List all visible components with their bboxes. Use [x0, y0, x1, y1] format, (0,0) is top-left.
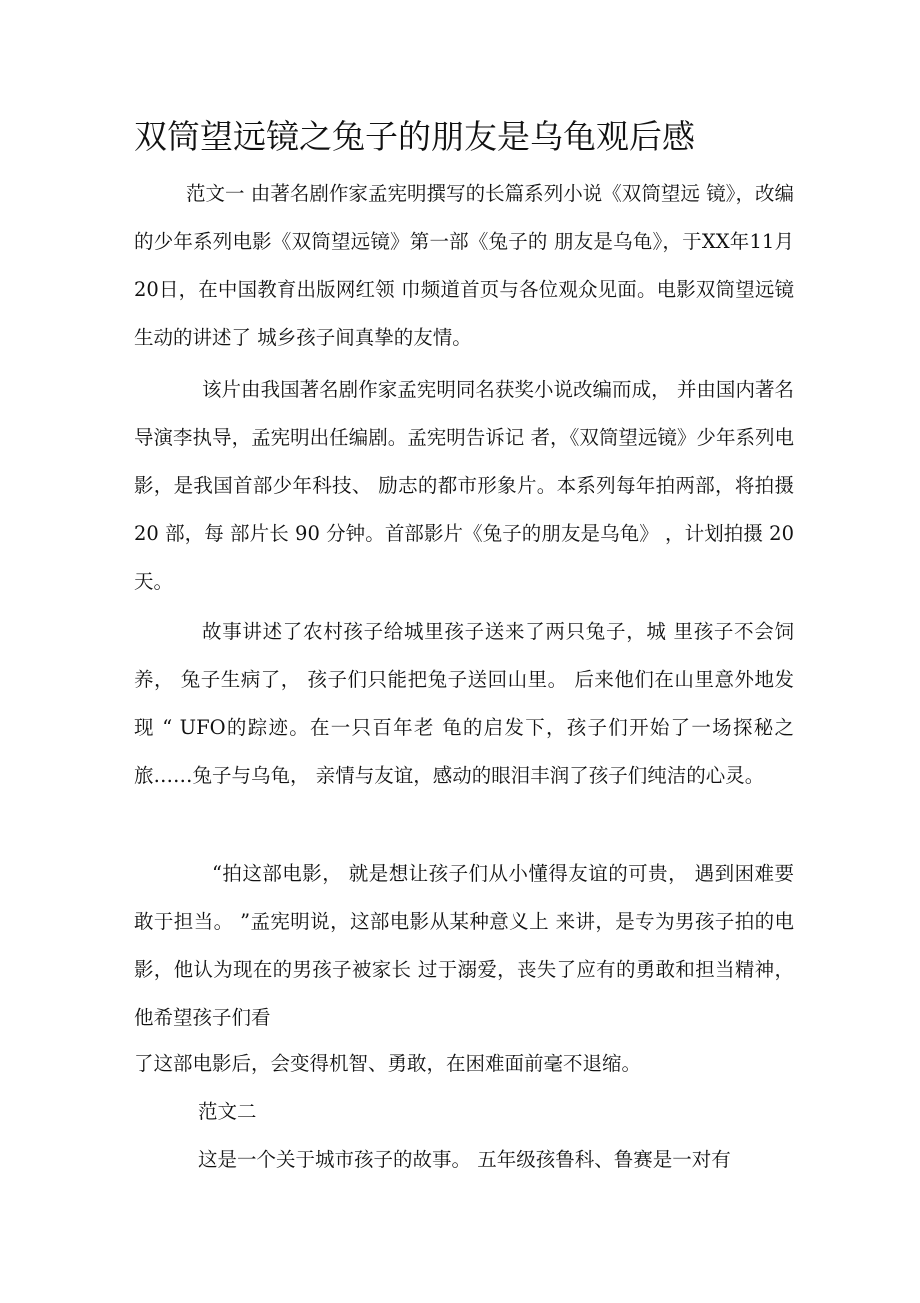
paragraph-4: “拍这部电影， 就是想让孩子们从小懂得友谊的可贵， 遇到困难要敢于担当。 ”孟宪明说，这部电影从某种意义上 来讲，是专为男孩子拍的电影，他认为现在的男孩子被家长 过于溺爱，丧失了应有的勇敢和担当精神，他希望孩子们看 — [134, 862, 794, 1029]
document-title: 双筒望远镜之兔子的朋友是乌龟观后感 — [134, 117, 695, 156]
paragraph-1: 范文一 由著名剧作家孟宪明撰写的长篇系列小说《双筒望远 镜》，改编的少年系列电影《双筒望远镜》第一部《兔子的 朋友是乌龟》，于XX年11月20日，在中国教育出版网红领 巾频道首页与各位观众见面。电影双筒望远镜生动的讲述了 城乡孩子间真挚的友情。 — [134, 182, 794, 349]
paragraph-3: 故事讲述了农村孩子给城里孩子送来了两只兔子，城 里孩子不会饲养， 兔子生病了， 孩子们只能把兔子送回山里。 后来他们在山里意外地发现 “ UFO的踪迹。在一只百年老 龟的启发下，孩子们开始了一场探秘之旅……兔子与乌龟， 亲情与友谊，感动的眼泪丰润了孩子们纯洁的心灵。 — [134, 620, 794, 787]
paragraph-5: 了这部电影后，会变得机智、勇敢，在困难面前毫不退缩。 — [134, 1052, 642, 1075]
paragraph-2: 该片由我国著名剧作家孟宪明同名获奖小说改编而成， 并由国内著名导演李执导，孟宪明出任编剧。孟宪明告诉记 者，《双筒望远镜》少年系列电影，是我国首部少年科技、 励志的都市形象片。本系列每年拍两部，将拍摄 20 部，每 部片长 90 分钟。首部影片《兔子的朋友是乌龟》 ，计划拍摄 20 天。 — [134, 378, 794, 593]
paragraph-6: 这是一个关于城市孩子的故事。 五年级孩鲁科、鲁赛是一对有 — [198, 1148, 731, 1171]
section-heading-sample-2: 范文二 — [198, 1100, 257, 1123]
